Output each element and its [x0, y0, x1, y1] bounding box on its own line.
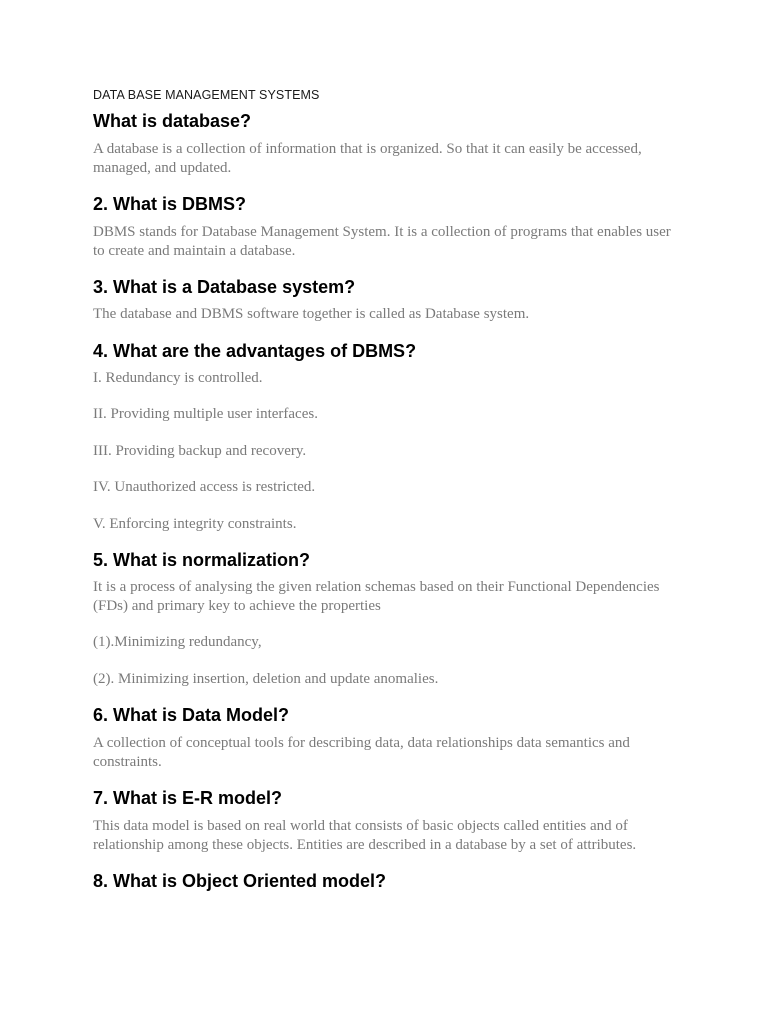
list-item: (2). Minimizing insertion, deletion and update anomalies.	[93, 670, 439, 687]
document-page	[93, 86, 683, 892]
question-heading: What is database?	[93, 111, 252, 131]
list-item: IV. Unauthorized access is restricted.	[93, 479, 316, 495]
question-heading: 5. What is normalization?	[93, 550, 311, 570]
answer-paragraph: This data model is based on real world that consists of basic objects called entities and of relationship among these objects. Entities are described in a database by a set of attributes.	[93, 818, 637, 853]
answer-paragraph: DBMS stands for Database Management System. It is a collection of programs that enables user to create and maintain a database.	[93, 224, 671, 259]
question-heading: 6. What is Data Model?	[93, 705, 290, 725]
list-item: V. Enforcing integrity constraints.	[93, 515, 297, 532]
question-heading: 3. What is a Database system?	[93, 277, 356, 297]
list-item: (1).Minimizing redundancy,	[93, 634, 262, 650]
answer-paragraph: A collection of conceptual tools for describing data, data relationships data semantics and constraints.	[93, 735, 630, 770]
list-item: I. Redundancy is controlled.	[93, 369, 263, 386]
question-heading: 2. What is DBMS?	[93, 194, 247, 214]
answer-paragraph: It is a process of analysing the given relation schemas based on their Functional Dependencies (FDs) and primary key to achieve the properties	[93, 579, 660, 614]
answer-paragraph: The database and DBMS software together is called as Database system.	[93, 306, 530, 322]
list-item: III. Providing backup and recovery.	[93, 442, 307, 459]
question-heading: 4. What are the advantages of DBMS?	[93, 340, 417, 361]
question-heading: 8. What is Object Oriented model?	[93, 871, 387, 891]
list-item: II. Providing multiple user interfaces.	[93, 406, 318, 422]
document-title: DATA BASE MANAGEMENT SYSTEMS	[93, 88, 320, 102]
answer-paragraph: A database is a collection of information that is organized. So that it can easily be accessed, managed, and updated.	[93, 141, 642, 176]
question-heading: 7. What is E-R model?	[93, 788, 283, 808]
